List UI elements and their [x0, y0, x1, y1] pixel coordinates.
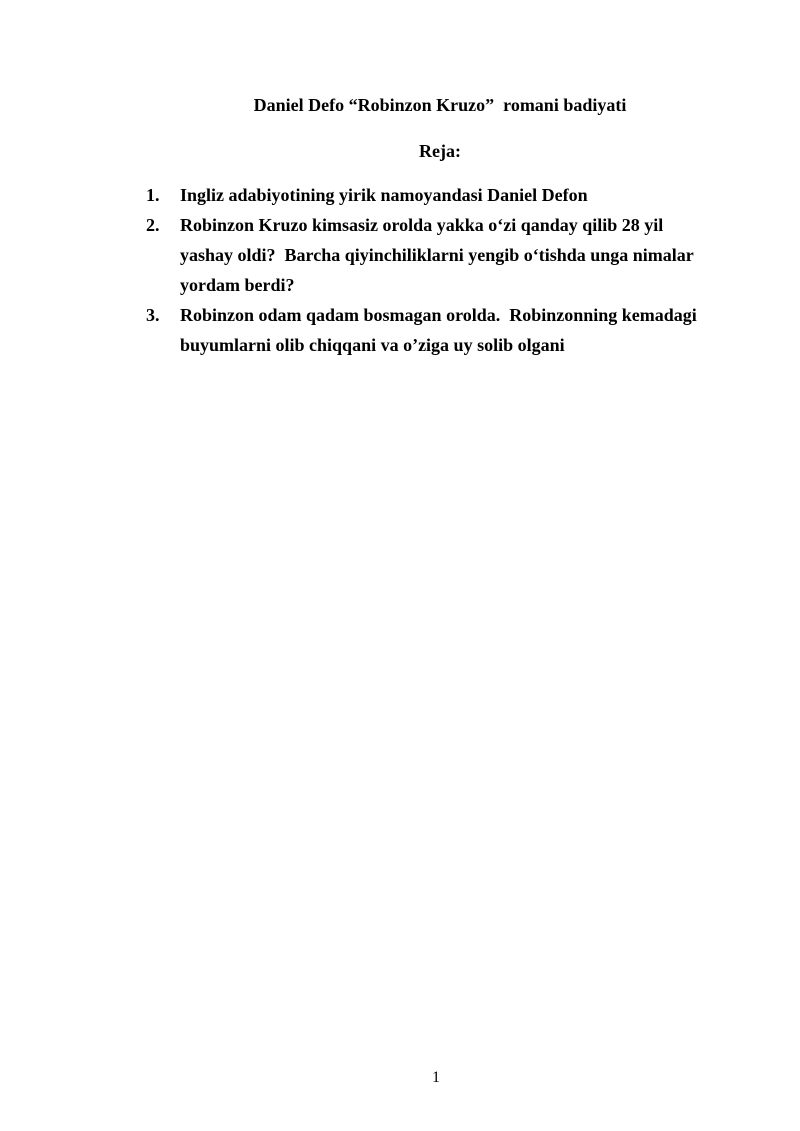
- page-number: 1: [432, 1069, 440, 1086]
- plan-item-3: [146, 300, 746, 360]
- plan-item-text-line: yordam berdi?: [180, 275, 295, 295]
- plan-item-text-line: yashay oldi? Barcha qiyinchiliklarni yengib o‘tishda unga nimalar: [180, 245, 694, 265]
- document-title: Daniel Defo “Robinzon Kruzo” romani badiyati: [253, 95, 627, 115]
- plan-item-number: 1.: [146, 185, 160, 205]
- plan-list: [146, 180, 746, 360]
- plan-item-number: 2.: [146, 215, 160, 235]
- plan-item-text-line: buyumlarni olib chiqqani va o’ziga uy solib olgani: [180, 335, 565, 355]
- plan-item-number: 3.: [146, 305, 160, 325]
- plan-item-text-line: Robinzon Kruzo kimsasiz orolda yakka o‘zi qanday qilib 28 yil: [180, 215, 664, 235]
- plan-item-2: [146, 210, 746, 300]
- plan-item-text-line: Ingliz adabiyotining yirik namoyandasi Daniel Defon: [180, 185, 588, 205]
- plan-item-1: [146, 180, 746, 210]
- plan-item-text-line: Robinzon odam qadam bosmagan orolda. Robinzonning kemadagi: [180, 305, 697, 325]
- plan-heading: Reja:: [419, 141, 461, 161]
